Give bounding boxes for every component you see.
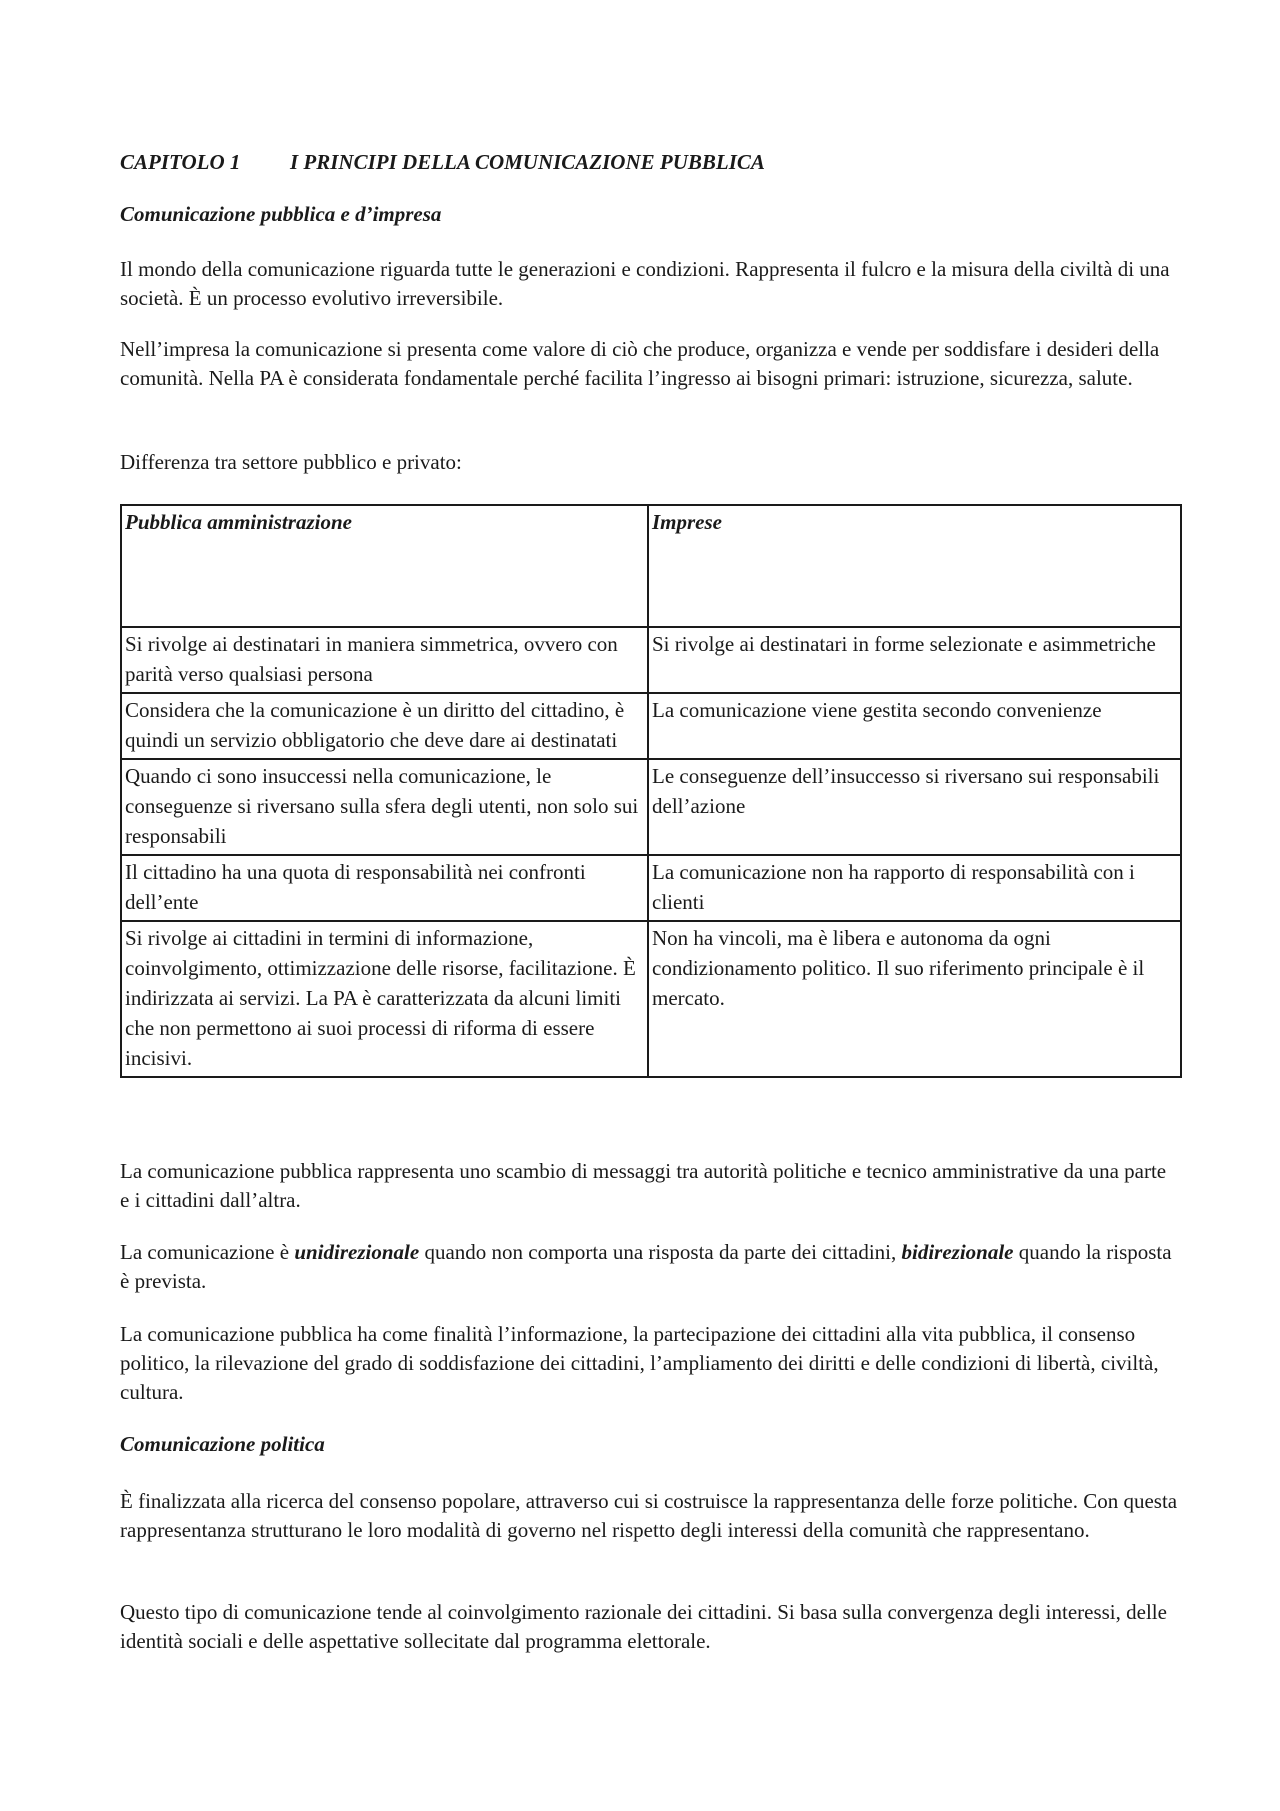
- paragraph-3: Differenza tra settore pubblico e privato:: [120, 450, 462, 474]
- table-cell: Si rivolge ai destinatari in maniera simmetrica, ovvero con parità verso qualsiasi persona: [121, 627, 648, 693]
- table-cell: Non ha vincoli, ma è libera e autonoma da ogni condizionamento politico. Il suo riferimento principale è il mercato.: [648, 921, 1181, 1077]
- paragraph-7: È finalizzata alla ricerca del consenso popolare, attraverso cui si costruisce la rappresentanza delle forze politiche. Con questa rappresentanza strutturano le loro modalità di governo nel rispetto degli interessi della comunità che rappresentano.: [120, 1489, 1178, 1542]
- paragraph-2: Nell’impresa la comunicazione si presenta come valore di ciò che produce, organizza e vende per soddisfare i desideri della comunità. Nella PA è considerata fondamentale perché facilita l’ingresso ai bisogni primari: istruzione, sicurezza, salute.: [120, 337, 1160, 390]
- p5-text-e: quando la risposta è prevista.: [120, 1240, 1172, 1293]
- comparison-table: [120, 504, 1182, 1078]
- header-imprese: Imprese: [648, 505, 1181, 627]
- table-cell: Le conseguenze dell’insuccesso si riversano sui responsabili dell’azione: [648, 759, 1181, 855]
- chapter-number: CAPITOLO 1: [120, 150, 241, 174]
- table-row: [121, 693, 1181, 759]
- table-row: [121, 759, 1181, 855]
- table-cell: La comunicazione viene gestita secondo convenienze: [648, 693, 1181, 759]
- paragraph-1: Il mondo della comunicazione riguarda tutte le generazioni e condizioni. Rappresenta il fulcro e la misura della civiltà di una società. È un processo evolutivo irreversibile.: [120, 257, 1170, 310]
- paragraph-4: La comunicazione pubblica rappresenta uno scambio di messaggi tra autorità politiche e tecnico amministrative da una parte e i cittadini dall’altra.: [120, 1159, 1167, 1212]
- paragraph-6: La comunicazione pubblica ha come finalità l’informazione, la partecipazione dei cittadini alla vita pubblica, il consenso politico, la rilevazione del grado di soddisfazione dei cittadini, l’ampliamento dei diritti e delle condizioni di libertà, civiltà, cultura.: [120, 1322, 1159, 1404]
- term-unidirezionale: unidirezionale: [294, 1240, 420, 1264]
- table-row: [121, 855, 1181, 921]
- term-bidirezionale: bidirezionale: [901, 1240, 1014, 1264]
- paragraph-8: Questo tipo di comunicazione tende al coinvolgimento razionale dei cittadini. Si basa sulla convergenza degli interessi, delle identità sociali e delle aspettative sollecitate dal programma elettorale.: [120, 1600, 1167, 1653]
- table-cell: Si rivolge ai destinatari in forme selezionate e asimmetriche: [648, 627, 1181, 693]
- table-cell: Quando ci sono insuccessi nella comunicazione, le conseguenze si riversano sulla sfera degli utenti, non solo sui responsabili: [121, 759, 648, 855]
- table-cell: Si rivolge ai cittadini in termini di informazione, coinvolgimento, ottimizzazione delle risorse, facilitazione. È indirizzata ai servizi. La PA è caratterizzata da alcuni limiti che non permettono ai suoi processi di riforma di essere incisivi.: [121, 921, 648, 1077]
- chapter-name: I PRINCIPI DELLA COMUNICAZIONE PUBBLICA: [290, 150, 765, 174]
- p5-text-c: quando non comporta una risposta da parte dei cittadini,: [419, 1240, 902, 1264]
- section-heading-politica: Comunicazione politica: [120, 1432, 325, 1456]
- table-cell: Il cittadino ha una quota di responsabilità nei confronti dell’ente: [121, 855, 648, 921]
- table-cell: La comunicazione non ha rapporto di responsabilità con i clienti: [648, 855, 1181, 921]
- section-heading-pubblica-impresa: Comunicazione pubblica e d’impresa: [120, 202, 442, 226]
- p5-text-a: La comunicazione è: [120, 1240, 295, 1264]
- table-row: [121, 921, 1181, 1077]
- paragraph-5: [120, 1238, 1180, 1296]
- table-row: [121, 627, 1181, 693]
- table-header-row: [121, 505, 1181, 627]
- table-cell: Considera che la comunicazione è un diritto del cittadino, è quindi un servizio obbligatorio che deve dare ai destinatati: [121, 693, 648, 759]
- chapter-title: [120, 150, 765, 175]
- header-pubblica-amministrazione: Pubblica amministrazione: [121, 505, 648, 627]
